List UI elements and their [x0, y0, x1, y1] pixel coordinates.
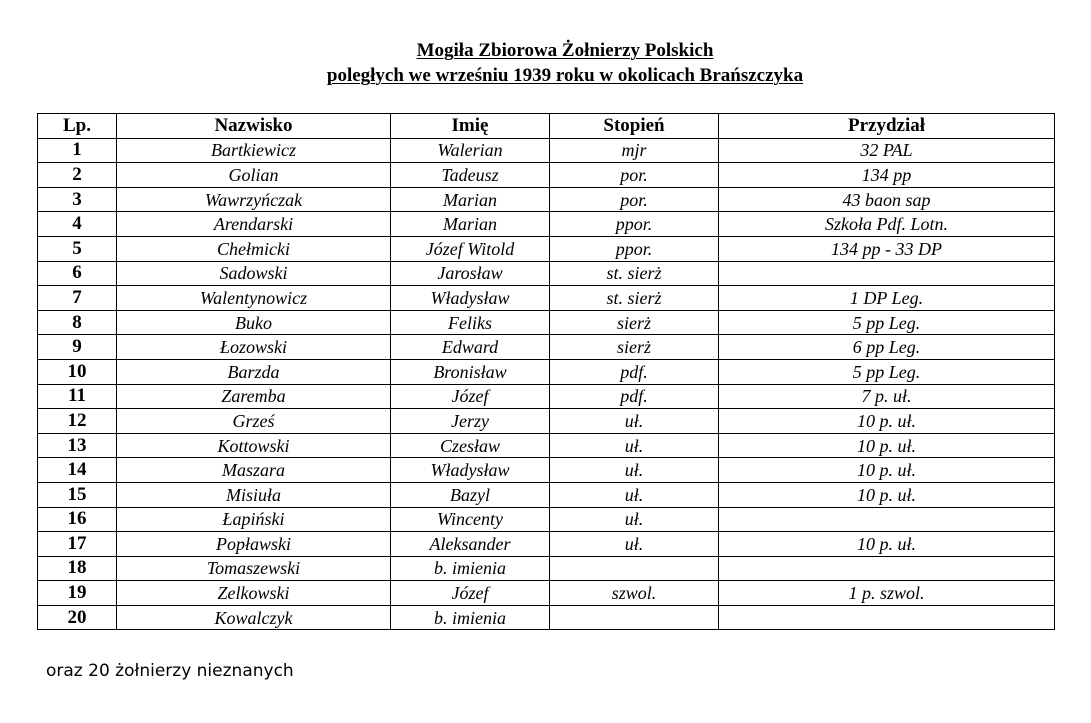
cell-nazwisko: Walentynowicz — [117, 286, 391, 311]
cell-lp: 20 — [38, 605, 117, 630]
cell-przydzial: 10 p. uł. — [719, 458, 1055, 483]
cell-stopien: pdf. — [550, 384, 719, 409]
cell-nazwisko: Wawrzyńczak — [117, 187, 391, 212]
cell-lp: 15 — [38, 482, 117, 507]
cell-imie: Jarosław — [391, 261, 550, 286]
cell-lp: 1 — [38, 138, 117, 163]
table-row — [38, 433, 1055, 458]
title-line-2: poległych we wrześniu 1939 roku w okolicach Brańszczyka — [326, 65, 804, 86]
cell-stopien: por. — [550, 163, 719, 188]
cell-lp: 16 — [38, 507, 117, 532]
cell-lp: 13 — [38, 433, 117, 458]
cell-imie: Józef — [391, 581, 550, 606]
title-line-1: Mogiła Zbiorowa Żołnierzy Polskich — [416, 40, 714, 61]
document-title — [0, 38, 1091, 88]
cell-lp: 19 — [38, 581, 117, 606]
cell-przydzial: 134 pp - 33 DP — [719, 236, 1055, 261]
cell-stopien: uł. — [550, 433, 719, 458]
cell-nazwisko: Arendarski — [117, 212, 391, 237]
table-row — [38, 310, 1055, 335]
cell-stopien: ppor. — [550, 236, 719, 261]
cell-nazwisko: Maszara — [117, 458, 391, 483]
cell-imie: Aleksander — [391, 532, 550, 557]
cell-imie: b. imienia — [391, 556, 550, 581]
table-row — [38, 286, 1055, 311]
table-row — [38, 335, 1055, 360]
table-row — [38, 163, 1055, 188]
cell-imie: Wincenty — [391, 507, 550, 532]
cell-stopien: uł. — [550, 482, 719, 507]
cell-nazwisko: Zelkowski — [117, 581, 391, 606]
cell-przydzial: 7 p. uł. — [719, 384, 1055, 409]
table-row — [38, 187, 1055, 212]
table-row — [38, 212, 1055, 237]
header-nazwisko: Nazwisko — [117, 114, 391, 139]
table-row — [38, 507, 1055, 532]
cell-nazwisko: Bartkiewicz — [117, 138, 391, 163]
cell-przydzial — [719, 507, 1055, 532]
cell-przydzial: 43 baon sap — [719, 187, 1055, 212]
cell-lp: 9 — [38, 335, 117, 360]
cell-stopien: pdf. — [550, 359, 719, 384]
cell-imie: Edward — [391, 335, 550, 360]
cell-imie: Władysław — [391, 286, 550, 311]
cell-imie: Marian — [391, 212, 550, 237]
cell-stopien: sierż — [550, 310, 719, 335]
cell-przydzial: 1 DP Leg. — [719, 286, 1055, 311]
cell-stopien: st. sierż — [550, 286, 719, 311]
table-row — [38, 261, 1055, 286]
footnote: oraz 20 żołnierzy nieznanych — [46, 661, 294, 681]
table-row — [38, 384, 1055, 409]
cell-nazwisko: Tomaszewski — [117, 556, 391, 581]
cell-lp: 14 — [38, 458, 117, 483]
header-stopien: Stopień — [550, 114, 719, 139]
cell-imie: b. imienia — [391, 605, 550, 630]
cell-imie: Czesław — [391, 433, 550, 458]
header-przydzial: Przydział — [719, 114, 1055, 139]
cell-nazwisko: Popławski — [117, 532, 391, 557]
cell-nazwisko: Łozowski — [117, 335, 391, 360]
cell-przydzial: Szkoła Pdf. Lotn. — [719, 212, 1055, 237]
cell-stopien: uł. — [550, 458, 719, 483]
soldiers-table — [37, 113, 1055, 630]
cell-nazwisko: Kottowski — [117, 433, 391, 458]
cell-przydzial: 6 pp Leg. — [719, 335, 1055, 360]
cell-przydzial: 10 p. uł. — [719, 409, 1055, 434]
cell-nazwisko: Barzda — [117, 359, 391, 384]
table-row — [38, 359, 1055, 384]
cell-stopien: uł. — [550, 532, 719, 557]
table-row — [38, 556, 1055, 581]
cell-lp: 2 — [38, 163, 117, 188]
cell-imie: Feliks — [391, 310, 550, 335]
cell-imie: Bazyl — [391, 482, 550, 507]
cell-imie: Józef — [391, 384, 550, 409]
cell-stopien: ppor. — [550, 212, 719, 237]
cell-imie: Bronisław — [391, 359, 550, 384]
cell-przydzial: 10 p. uł. — [719, 433, 1055, 458]
table-row — [38, 605, 1055, 630]
cell-przydzial: 10 p. uł. — [719, 482, 1055, 507]
cell-nazwisko: Misiuła — [117, 482, 391, 507]
cell-nazwisko: Łapiński — [117, 507, 391, 532]
cell-nazwisko: Zaremba — [117, 384, 391, 409]
cell-lp: 8 — [38, 310, 117, 335]
cell-stopien: uł. — [550, 507, 719, 532]
cell-imie: Marian — [391, 187, 550, 212]
cell-nazwisko: Golian — [117, 163, 391, 188]
table-row — [38, 581, 1055, 606]
cell-stopien: st. sierż — [550, 261, 719, 286]
cell-lp: 17 — [38, 532, 117, 557]
table-header-row — [38, 114, 1055, 139]
cell-imie: Tadeusz — [391, 163, 550, 188]
cell-imie: Józef Witold — [391, 236, 550, 261]
cell-nazwisko: Buko — [117, 310, 391, 335]
cell-nazwisko: Grześ — [117, 409, 391, 434]
cell-nazwisko: Chełmicki — [117, 236, 391, 261]
cell-lp: 18 — [38, 556, 117, 581]
cell-stopien: mjr — [550, 138, 719, 163]
cell-przydzial — [719, 261, 1055, 286]
cell-imie: Władysław — [391, 458, 550, 483]
cell-przydzial — [719, 605, 1055, 630]
cell-przydzial: 5 pp Leg. — [719, 310, 1055, 335]
table-row — [38, 532, 1055, 557]
cell-przydzial: 32 PAL — [719, 138, 1055, 163]
cell-imie: Jerzy — [391, 409, 550, 434]
cell-stopien: sierż — [550, 335, 719, 360]
table-row — [38, 482, 1055, 507]
cell-nazwisko: Kowalczyk — [117, 605, 391, 630]
cell-lp: 7 — [38, 286, 117, 311]
table-row — [38, 236, 1055, 261]
cell-przydzial: 10 p. uł. — [719, 532, 1055, 557]
cell-stopien — [550, 605, 719, 630]
table-body — [38, 138, 1055, 630]
cell-przydzial: 1 p. szwol. — [719, 581, 1055, 606]
table-row — [38, 138, 1055, 163]
cell-przydzial: 5 pp Leg. — [719, 359, 1055, 384]
cell-przydzial: 134 pp — [719, 163, 1055, 188]
cell-lp: 10 — [38, 359, 117, 384]
cell-lp: 4 — [38, 212, 117, 237]
header-imie: Imię — [391, 114, 550, 139]
table-row — [38, 409, 1055, 434]
cell-lp: 5 — [38, 236, 117, 261]
cell-lp: 11 — [38, 384, 117, 409]
cell-imie: Walerian — [391, 138, 550, 163]
header-lp: Lp. — [38, 114, 117, 139]
cell-lp: 3 — [38, 187, 117, 212]
cell-stopien: uł. — [550, 409, 719, 434]
cell-nazwisko: Sadowski — [117, 261, 391, 286]
cell-stopien: por. — [550, 187, 719, 212]
table-row — [38, 458, 1055, 483]
cell-stopien — [550, 556, 719, 581]
cell-przydzial — [719, 556, 1055, 581]
cell-stopien: szwol. — [550, 581, 719, 606]
cell-lp: 6 — [38, 261, 117, 286]
cell-lp: 12 — [38, 409, 117, 434]
